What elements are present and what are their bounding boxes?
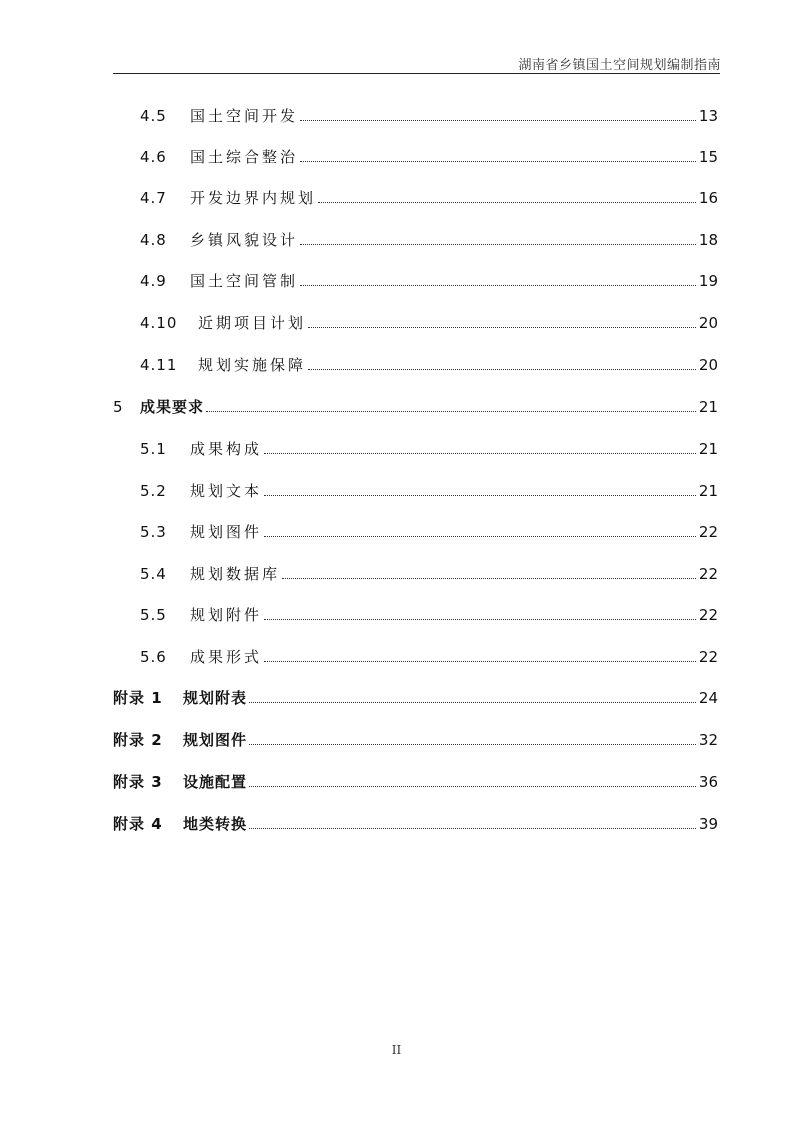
- toc-dot-leader: [249, 786, 696, 787]
- toc-entry-page: 16: [698, 189, 718, 207]
- page-number: II: [391, 1043, 402, 1057]
- toc-entry-4-11[interactable]: [0, 354, 718, 376]
- toc-entry-title: 成果构成: [190, 440, 263, 458]
- toc-entry-page: 24: [698, 689, 718, 707]
- toc-entry-number: 4.8: [140, 231, 167, 249]
- toc-entry-page: 19: [698, 272, 718, 290]
- toc-entry-title: 规划图件: [183, 731, 248, 749]
- toc-entry-title: 成果要求: [140, 398, 205, 416]
- toc-entry-page: 15: [698, 148, 718, 166]
- toc-entry-page: 32: [698, 731, 718, 749]
- toc-entry-4-8[interactable]: [0, 229, 718, 251]
- toc-entry-number: 5.3: [140, 523, 167, 541]
- toc-entry-number: 附录 3: [113, 773, 163, 791]
- toc-entry-page: 22: [698, 606, 718, 624]
- toc-dot-leader: [300, 244, 696, 245]
- toc-entry-page: 20: [698, 314, 718, 332]
- toc-dot-leader: [249, 744, 696, 745]
- toc-entry-page: 21: [698, 398, 718, 416]
- toc-dot-leader: [264, 453, 696, 454]
- toc-entry-number: 5.4: [140, 565, 167, 583]
- toc-entry-number: 4.7: [140, 189, 167, 207]
- toc-entry-title: 成果形式: [190, 648, 263, 666]
- toc-entry-title: 规划附表: [183, 689, 248, 707]
- toc-entry-number: 5.5: [140, 606, 167, 624]
- toc-dot-leader: [249, 828, 696, 829]
- toc-entry-4-9[interactable]: [0, 270, 718, 292]
- toc-dot-leader: [308, 369, 696, 370]
- toc-entry-number: 4.10: [140, 314, 178, 332]
- toc-entry-page: 22: [698, 565, 718, 583]
- toc-dot-leader: [308, 327, 696, 328]
- toc-entry-title: 规划附件: [190, 606, 263, 624]
- toc-entry-number: 5.2: [140, 482, 167, 500]
- toc-entry-title: 近期项目计划: [198, 314, 307, 332]
- running-header-title: 湖南省乡镇国土空间规划编制指南: [518, 58, 721, 73]
- toc-entry-5-5[interactable]: [0, 604, 718, 626]
- toc-entry-appendix-3[interactable]: [0, 771, 718, 793]
- toc-entry-title: 规划实施保障: [198, 356, 307, 374]
- toc-dot-leader: [300, 285, 696, 286]
- toc-dot-leader: [300, 120, 696, 121]
- toc-entry-number: 5: [113, 398, 124, 416]
- toc-entry-page: 22: [698, 523, 718, 541]
- toc-entry-page: 21: [698, 440, 718, 458]
- toc-entry-number: 4.9: [140, 272, 167, 290]
- toc-entry-page: 39: [698, 815, 718, 833]
- toc-entry-page: 18: [698, 231, 718, 249]
- toc-entry-5-6[interactable]: [0, 646, 718, 668]
- toc-dot-leader: [249, 702, 696, 703]
- toc-entry-number: 5.1: [140, 440, 167, 458]
- toc-entry-5-2[interactable]: [0, 480, 718, 502]
- toc-entry-number: 5.6: [140, 648, 167, 666]
- toc-entry-5-4[interactable]: [0, 563, 718, 585]
- toc-dot-leader: [206, 411, 696, 412]
- toc-entry-appendix-4[interactable]: [0, 813, 718, 835]
- toc-entry-page: 22: [698, 648, 718, 666]
- toc-dot-leader: [282, 578, 696, 579]
- toc-entry-5-3[interactable]: [0, 521, 718, 543]
- toc-entry-appendix-2[interactable]: [0, 729, 718, 751]
- toc-entry-page: 21: [698, 482, 718, 500]
- toc-entry-title: 国土空间管制: [190, 272, 299, 290]
- toc-dot-leader: [318, 202, 696, 203]
- toc-entry-title: 设施配置: [183, 773, 248, 791]
- toc-entry-title: 开发边界内规划: [190, 189, 317, 207]
- toc-entry-title: 国土空间开发: [190, 107, 299, 125]
- toc-entry-page: 20: [698, 356, 718, 374]
- toc-entry-page: 13: [698, 107, 718, 125]
- toc-entry-4-5[interactable]: [0, 105, 718, 127]
- toc-dot-leader: [300, 161, 696, 162]
- toc-entry-4-6[interactable]: [0, 146, 718, 168]
- toc-dot-leader: [264, 619, 696, 620]
- toc-entry-4-7[interactable]: [0, 187, 718, 209]
- toc-entry-5[interactable]: [0, 396, 718, 418]
- toc-dot-leader: [264, 495, 696, 496]
- toc-entry-5-1[interactable]: [0, 438, 718, 460]
- toc-entry-page: 36: [698, 773, 718, 791]
- toc-entry-number: 附录 2: [113, 731, 163, 749]
- toc-entry-title: 国土综合整治: [190, 148, 299, 166]
- toc-entry-number: 附录 4: [113, 815, 163, 833]
- toc-entry-title: 乡镇风貌设计: [190, 231, 299, 249]
- toc-entry-number: 4.6: [140, 148, 167, 166]
- toc-entry-number: 附录 1: [113, 689, 163, 707]
- toc-dot-leader: [264, 661, 696, 662]
- header-rule: [113, 73, 720, 74]
- toc-entry-number: 4.11: [140, 356, 178, 374]
- toc-entry-title: 规划图件: [190, 523, 263, 541]
- toc-dot-leader: [264, 536, 696, 537]
- toc-entry-title: 规划文本: [190, 482, 263, 500]
- toc-entry-number: 4.5: [140, 107, 167, 125]
- toc-entry-title: 地类转换: [183, 815, 248, 833]
- toc-entry-appendix-1[interactable]: [0, 687, 718, 709]
- toc-entry-4-10[interactable]: [0, 312, 718, 334]
- toc-entry-title: 规划数据库: [190, 565, 281, 583]
